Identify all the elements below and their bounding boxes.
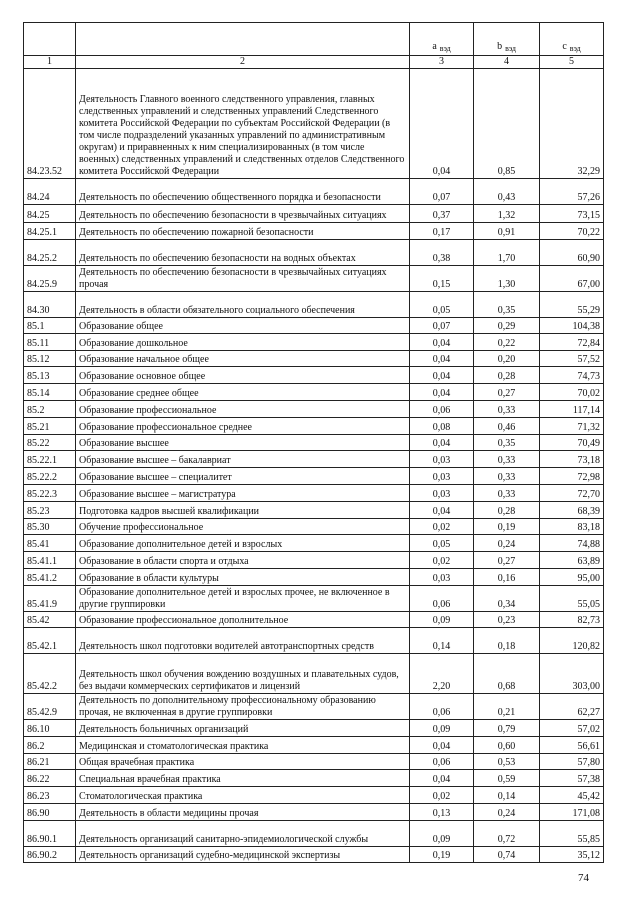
row-name: Деятельность организаций санитарно-эпидемиологической службы — [76, 821, 410, 847]
row-value-a: 0,04 — [410, 502, 474, 519]
row-value-c: 73,18 — [540, 451, 604, 468]
table-row — [24, 384, 604, 401]
row-name: Стоматологическая практика — [76, 787, 410, 804]
table-row — [24, 223, 604, 240]
table-row — [24, 292, 604, 318]
row-value-c: 82,73 — [540, 612, 604, 628]
row-value-c: 68,39 — [540, 502, 604, 519]
row-value-c: 70,49 — [540, 435, 604, 451]
row-name: Общая врачебная практика — [76, 754, 410, 770]
row-value-c: 62,27 — [540, 694, 604, 720]
row-name: Образование профессиональное — [76, 401, 410, 418]
row-name: Образование профессиональное дополнительное — [76, 612, 410, 628]
row-value-b: 0,60 — [474, 737, 540, 754]
row-name: Образование дополнительное детей и взрослых — [76, 535, 410, 552]
row-value-b: 0,43 — [474, 179, 540, 205]
row-code: 85.22.2 — [24, 468, 76, 485]
row-value-c: 71,32 — [540, 418, 604, 435]
colnum-2: 2 — [76, 56, 410, 69]
table-row — [24, 468, 604, 485]
table-row — [24, 628, 604, 654]
table-row — [24, 694, 604, 720]
row-value-b: 0,27 — [474, 384, 540, 401]
row-value-b: 0,72 — [474, 821, 540, 847]
row-value-c: 74,88 — [540, 535, 604, 552]
row-code: 85.41.9 — [24, 586, 76, 612]
table-row — [24, 787, 604, 804]
table-row — [24, 737, 604, 754]
row-value-a: 0,04 — [410, 69, 474, 179]
row-value-a: 0,05 — [410, 535, 474, 552]
row-value-b: 0,18 — [474, 628, 540, 654]
row-name: Подготовка кадров высшей квалификации — [76, 502, 410, 519]
row-value-c: 70,02 — [540, 384, 604, 401]
row-name: Деятельность школ обучения вождению воздушных и плавательных судов, без выдачи коммерческих сертификатов и лицензий — [76, 654, 410, 694]
row-value-a: 0,03 — [410, 485, 474, 502]
row-value-c: 57,26 — [540, 179, 604, 205]
colnum-4: 4 — [474, 56, 540, 69]
row-name: Образование высшее — [76, 435, 410, 451]
table-row — [24, 612, 604, 628]
row-value-c: 57,02 — [540, 720, 604, 737]
row-name: Деятельность по обеспечению общественного порядка и безопасности — [76, 179, 410, 205]
row-value-b: 0,79 — [474, 720, 540, 737]
row-value-c: 104,38 — [540, 318, 604, 334]
row-value-b: 0,28 — [474, 367, 540, 384]
row-name: Деятельность по обеспечению безопасности в чрезвычайных ситуациях прочая — [76, 266, 410, 292]
row-name: Образование общее — [76, 318, 410, 334]
table-row — [24, 569, 604, 586]
table-row — [24, 552, 604, 569]
row-value-a: 0,07 — [410, 179, 474, 205]
row-name: Деятельность школ подготовки водителей автотранспортных средств — [76, 628, 410, 654]
header-code — [24, 23, 76, 56]
table-row — [24, 240, 604, 266]
row-value-c: 60,90 — [540, 240, 604, 266]
table-row — [24, 502, 604, 519]
row-code: 86.90 — [24, 804, 76, 821]
row-value-a: 0,15 — [410, 266, 474, 292]
row-value-c: 55,05 — [540, 586, 604, 612]
row-code: 85.14 — [24, 384, 76, 401]
row-value-c: 83,18 — [540, 519, 604, 535]
row-name: Образование среднее общее — [76, 384, 410, 401]
row-value-b: 0,28 — [474, 502, 540, 519]
row-name: Деятельность в области медицины прочая — [76, 804, 410, 821]
row-name: Образование в области культуры — [76, 569, 410, 586]
row-value-c: 303,00 — [540, 654, 604, 694]
row-name: Образование дошкольное — [76, 334, 410, 351]
table-row — [24, 418, 604, 435]
row-value-c: 73,15 — [540, 205, 604, 223]
table-row — [24, 69, 604, 179]
row-value-b: 0,35 — [474, 292, 540, 318]
row-value-a: 0,04 — [410, 334, 474, 351]
row-value-c: 67,00 — [540, 266, 604, 292]
row-code: 84.25 — [24, 205, 76, 223]
row-value-a: 0,05 — [410, 292, 474, 318]
row-value-b: 0,27 — [474, 552, 540, 569]
row-value-b: 0,46 — [474, 418, 540, 435]
table-row — [24, 770, 604, 787]
row-value-b: 0,24 — [474, 535, 540, 552]
row-code: 86.21 — [24, 754, 76, 770]
row-value-b: 0,34 — [474, 586, 540, 612]
row-value-c: 57,80 — [540, 754, 604, 770]
row-code: 85.41.1 — [24, 552, 76, 569]
row-value-c: 72,70 — [540, 485, 604, 502]
table-row — [24, 435, 604, 451]
row-value-c: 70,22 — [540, 223, 604, 240]
row-value-a: 0,19 — [410, 847, 474, 863]
row-name: Деятельность организаций судебно-медицинской экспертизы — [76, 847, 410, 863]
row-value-b: 0,33 — [474, 468, 540, 485]
row-value-b: 0,53 — [474, 754, 540, 770]
colnum-1: 1 — [24, 56, 76, 69]
table-row — [24, 205, 604, 223]
row-name: Образование начальное общее — [76, 351, 410, 367]
table-row — [24, 451, 604, 468]
row-value-b: 1,32 — [474, 205, 540, 223]
row-value-a: 0,09 — [410, 612, 474, 628]
header-b: b $_{вэд}$ — [474, 23, 540, 56]
table-row — [24, 367, 604, 384]
row-value-c: 55,29 — [540, 292, 604, 318]
row-value-c: 95,00 — [540, 569, 604, 586]
row-value-a: 0,06 — [410, 754, 474, 770]
row-value-a: 0,03 — [410, 468, 474, 485]
row-value-b: 0,21 — [474, 694, 540, 720]
row-name: Деятельность по обеспечению безопасности в чрезвычайных ситуациях — [76, 205, 410, 223]
row-value-a: 0,14 — [410, 628, 474, 654]
table-row — [24, 821, 604, 847]
row-value-b: 0,19 — [474, 519, 540, 535]
row-code: 86.90.2 — [24, 847, 76, 863]
row-code: 84.30 — [24, 292, 76, 318]
row-value-b: 0,91 — [474, 223, 540, 240]
row-name: Деятельность Главного военного следственного управления, главных следственных управлений и следственных управлений Следственного комитета Российской Федерации по субъектам Российской Федерации (в том числе подразделений указанных управлений по административным округам) и приравненных к ним специализированных (в том числе военных) следственных управлений и следственных отделов Следственного комитета Российской Федерации — [76, 69, 410, 179]
row-value-a: 0,07 — [410, 318, 474, 334]
row-value-c: 57,52 — [540, 351, 604, 367]
row-value-b: 1,30 — [474, 266, 540, 292]
row-value-b: 0,33 — [474, 485, 540, 502]
row-code: 85.22.3 — [24, 485, 76, 502]
row-code: 84.25.9 — [24, 266, 76, 292]
row-value-b: 0,74 — [474, 847, 540, 863]
row-value-b: 1,70 — [474, 240, 540, 266]
row-value-a: 0,08 — [410, 418, 474, 435]
row-value-a: 0,13 — [410, 804, 474, 821]
row-code: 85.42.1 — [24, 628, 76, 654]
row-value-a: 0,37 — [410, 205, 474, 223]
row-value-c: 72,98 — [540, 468, 604, 485]
header-c: c $_{вэд}$ — [540, 23, 604, 56]
row-code: 84.25.2 — [24, 240, 76, 266]
row-name: Специальная врачебная практика — [76, 770, 410, 787]
row-value-c: 72,84 — [540, 334, 604, 351]
row-code: 85.12 — [24, 351, 76, 367]
row-value-a: 0,04 — [410, 737, 474, 754]
row-value-c: 55,85 — [540, 821, 604, 847]
table-row — [24, 351, 604, 367]
row-value-a: 0,09 — [410, 821, 474, 847]
row-value-a: 2,20 — [410, 654, 474, 694]
row-value-c: 45,42 — [540, 787, 604, 804]
row-code: 84.25.1 — [24, 223, 76, 240]
row-value-b: 0,24 — [474, 804, 540, 821]
row-value-c: 35,12 — [540, 847, 604, 863]
row-value-c: 32,29 — [540, 69, 604, 179]
row-name: Образование профессиональное среднее — [76, 418, 410, 435]
row-code: 84.24 — [24, 179, 76, 205]
row-value-b: 0,33 — [474, 401, 540, 418]
row-value-a: 0,09 — [410, 720, 474, 737]
row-value-b: 0,35 — [474, 435, 540, 451]
row-value-a: 0,03 — [410, 569, 474, 586]
row-value-a: 0,04 — [410, 770, 474, 787]
row-name: Образование основное общее — [76, 367, 410, 384]
row-value-a: 0,06 — [410, 401, 474, 418]
table-row — [24, 535, 604, 552]
row-code: 85.2 — [24, 401, 76, 418]
row-value-c: 63,89 — [540, 552, 604, 569]
table-row — [24, 586, 604, 612]
row-code: 85.42.2 — [24, 654, 76, 694]
colnum-3: 3 — [410, 56, 474, 69]
row-code: 85.11 — [24, 334, 76, 351]
table-row — [24, 654, 604, 694]
row-value-a: 0,17 — [410, 223, 474, 240]
page-number: 74 — [578, 872, 589, 884]
row-code: 85.22 — [24, 435, 76, 451]
table-row — [24, 401, 604, 418]
row-code: 85.1 — [24, 318, 76, 334]
row-code: 85.42.9 — [24, 694, 76, 720]
row-name: Деятельность в области обязательного социального обеспечения — [76, 292, 410, 318]
table-row — [24, 847, 604, 863]
header-a: a $_{вэд}$ — [410, 23, 474, 56]
row-name: Деятельность по дополнительному профессиональному образованию прочая, не включенная в другие группировки — [76, 694, 410, 720]
row-code: 85.41 — [24, 535, 76, 552]
row-value-b: 0,85 — [474, 69, 540, 179]
row-value-a: 0,06 — [410, 586, 474, 612]
row-value-a: 0,38 — [410, 240, 474, 266]
row-value-a: 0,04 — [410, 351, 474, 367]
row-value-b: 0,68 — [474, 654, 540, 694]
row-code: 85.23 — [24, 502, 76, 519]
row-name: Образование высшее – специалитет — [76, 468, 410, 485]
row-name: Образование высшее – бакалавриат — [76, 451, 410, 468]
table-row — [24, 754, 604, 770]
row-value-c: 74,73 — [540, 367, 604, 384]
row-value-b: 0,59 — [474, 770, 540, 787]
table-row — [24, 485, 604, 502]
row-code: 86.90.1 — [24, 821, 76, 847]
row-value-c: 57,38 — [540, 770, 604, 787]
row-code: 85.22.1 — [24, 451, 76, 468]
table-row — [24, 804, 604, 821]
colnum-5: 5 — [540, 56, 604, 69]
header-name — [76, 23, 410, 56]
row-name: Деятельность по обеспечению безопасности на водных объектах — [76, 240, 410, 266]
row-value-b: 0,14 — [474, 787, 540, 804]
row-value-c: 171,08 — [540, 804, 604, 821]
table-row — [24, 179, 604, 205]
row-name: Обучение профессиональное — [76, 519, 410, 535]
row-value-c: 56,61 — [540, 737, 604, 754]
row-name: Медицинская и стоматологическая практика — [76, 737, 410, 754]
table-row — [24, 334, 604, 351]
table-row — [24, 266, 604, 292]
row-name: Деятельность больничных организаций — [76, 720, 410, 737]
row-value-a: 0,04 — [410, 367, 474, 384]
row-code: 85.13 — [24, 367, 76, 384]
row-code: 86.22 — [24, 770, 76, 787]
row-code: 85.30 — [24, 519, 76, 535]
row-name: Образование в области спорта и отдыха — [76, 552, 410, 569]
row-value-a: 0,06 — [410, 694, 474, 720]
row-value-a: 0,02 — [410, 787, 474, 804]
column-numbers-row — [24, 56, 604, 69]
table-row — [24, 720, 604, 737]
row-code: 86.23 — [24, 787, 76, 804]
row-name: Деятельность по обеспечению пожарной безопасности — [76, 223, 410, 240]
row-code: 85.41.2 — [24, 569, 76, 586]
table-row — [24, 519, 604, 535]
table-row — [24, 318, 604, 334]
row-value-b: 0,20 — [474, 351, 540, 367]
row-value-c: 120,82 — [540, 628, 604, 654]
row-value-a: 0,04 — [410, 384, 474, 401]
row-value-a: 0,02 — [410, 519, 474, 535]
row-value-b: 0,22 — [474, 334, 540, 351]
row-name: Образование дополнительное детей и взрослых прочее, не включенное в другие группировки — [76, 586, 410, 612]
row-value-b: 0,23 — [474, 612, 540, 628]
row-value-b: 0,16 — [474, 569, 540, 586]
row-code: 86.2 — [24, 737, 76, 754]
row-value-c: 117,14 — [540, 401, 604, 418]
row-value-b: 0,33 — [474, 451, 540, 468]
row-value-a: 0,04 — [410, 435, 474, 451]
row-value-a: 0,02 — [410, 552, 474, 569]
row-name: Образование высшее – магистратура — [76, 485, 410, 502]
row-value-b: 0,29 — [474, 318, 540, 334]
coefficients-table — [23, 22, 604, 863]
row-code: 85.42 — [24, 612, 76, 628]
row-value-a: 0,03 — [410, 451, 474, 468]
row-code: 84.23.52 — [24, 69, 76, 179]
row-code: 85.21 — [24, 418, 76, 435]
header-row — [24, 23, 604, 56]
row-code: 86.10 — [24, 720, 76, 737]
